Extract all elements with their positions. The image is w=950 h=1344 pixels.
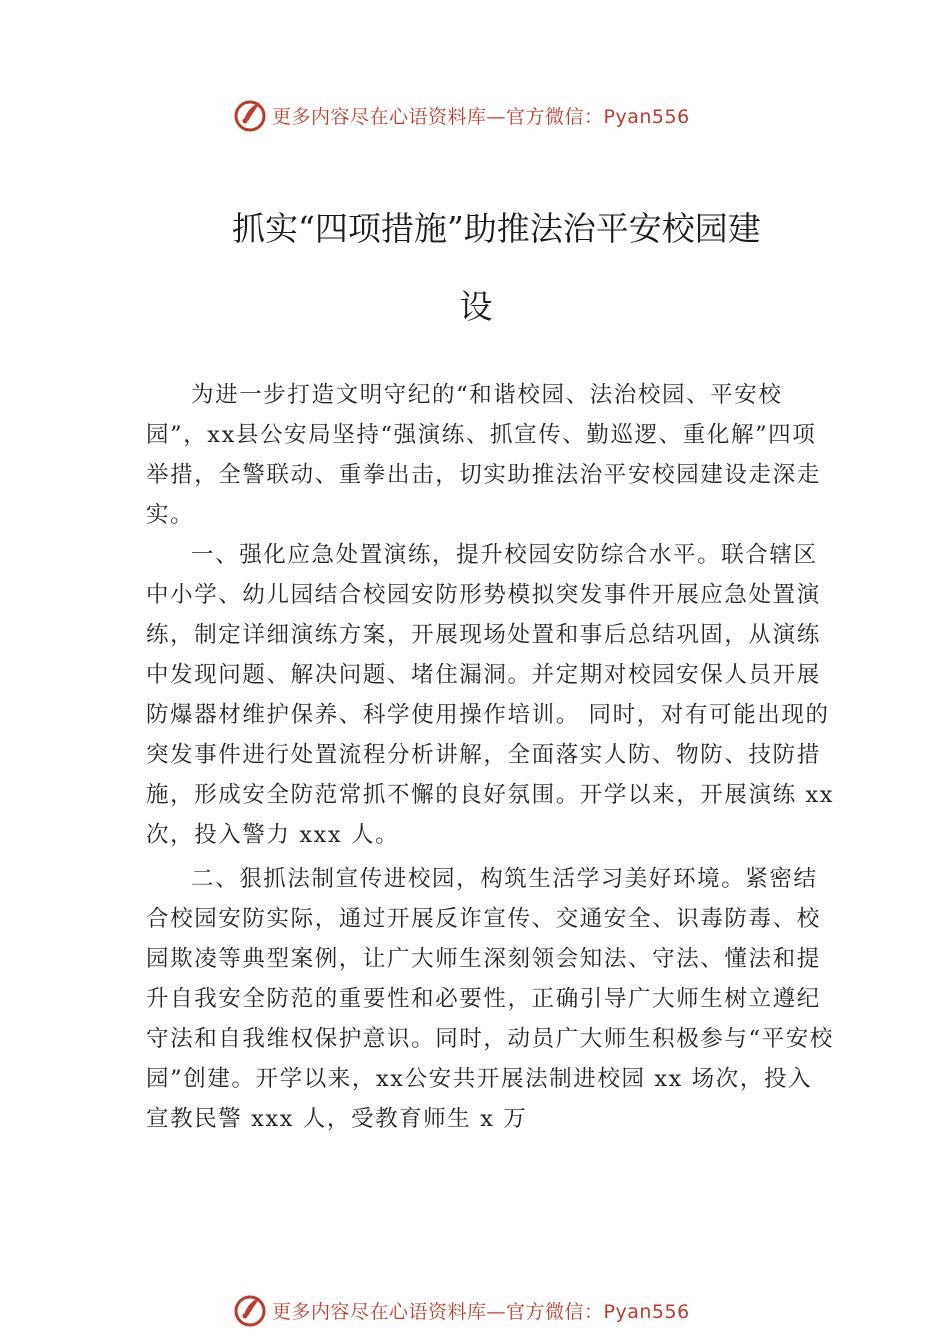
title-line-2: 设 (459, 287, 493, 326)
paragraph-intro: 为进一步打造文明守纪的“和谐校园、法治校园、平安校园”，xx县公安局坚持“强演练、抓宣传、勤巡逻、重化解”四项举措，全警联动、重拳出击，切实助推法治平安校园建设走深走实。 (146, 382, 821, 528)
brand-logo-icon (232, 97, 268, 133)
brand-logo-icon (232, 1292, 268, 1328)
banner-text: 更多内容尽在心语资料库—官方微信：Pyan556 (272, 1300, 690, 1323)
wechat-id: Pyan556 (603, 105, 690, 128)
document-title (232, 190, 792, 346)
wechat-id: Pyan556 (603, 1300, 690, 1323)
header-banner (232, 95, 690, 135)
banner-text: 更多内容尽在心语资料库—官方微信：Pyan556 (272, 105, 690, 128)
document-body (146, 375, 836, 1139)
title-line-1: 抓实“四项措施”助推法治平安校园建 (232, 209, 761, 248)
paragraph-section-1: 一、强化应急处置演练，提升校园安防综合水平。联合辖区中小学、幼儿园结合校园安防形势模拟突发事件开展应急处置演练，制定详细演练方案，开展现场处置和事后总结巩固，从演练中发现问题、解决问题、堵住漏洞。并定期对校园安保人员开展防爆器材维护保养、科学使用操作培训。 同时，对有可能出现的突发事件进行处置流程分析讲解，全面落实人防、物防、技防措施，形成安全防范常抓不懈的良好氛围。开学以来，开展演练 xx 次，投入警力 xxx 人。 (146, 542, 835, 848)
paragraph-section-2: 二、狠抓法制宣传进校园，构筑生活学习美好环境。紧密结合校园安防实际，通过开展反诈宣传、交通安全、识毒防毒、校园欺凌等典型案例，让广大师生深刻领会知法、守法、懂法和提升自我安全防范的重要性和必要性，正确引导广大师生树立遵纪守法和自我维权保护意识。同时，动员广大师生积极参与“平安校园”创建。开学以来，xx公安共开展法制进校园 xx 场次，投入宣教民警 xxx 人，受教育师生 x 万 (146, 866, 834, 1132)
footer-banner (232, 1290, 690, 1330)
